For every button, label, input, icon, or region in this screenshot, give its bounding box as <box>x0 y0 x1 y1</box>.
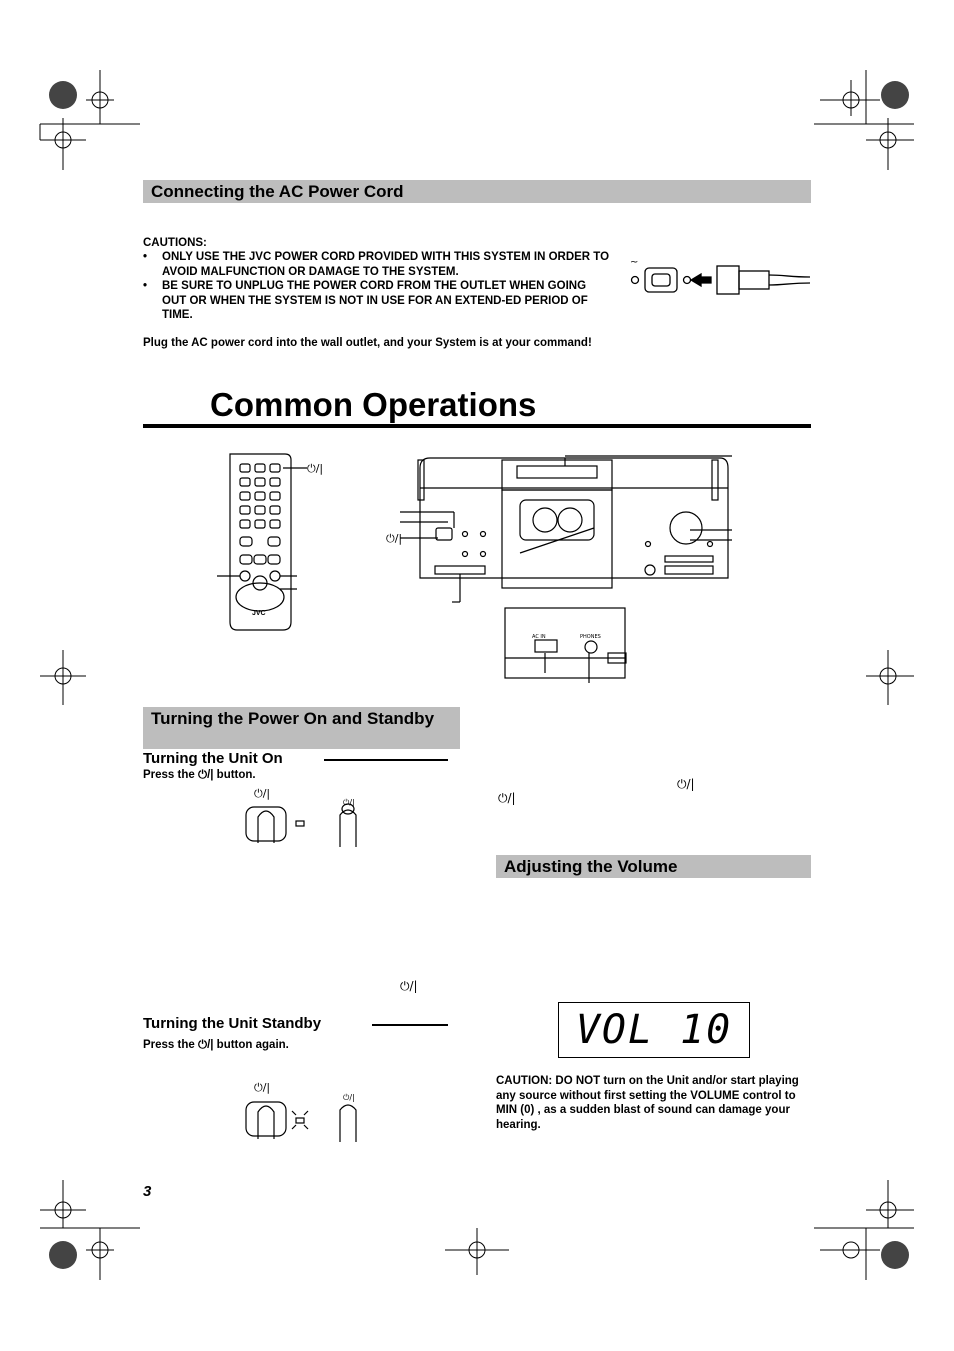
main-unit-illustration <box>380 448 740 688</box>
volume-caution: CAUTION: DO NOT turn on the Unit and/or start playing any source without first setting the VOLUME control to MIN (0) , as a sudden blast of sound can damage your hearing. <box>496 1075 799 1131</box>
ac-cord-heading: Connecting the AC Power Cord <box>143 180 811 203</box>
unit-on-instruction: Press the ⏻/| button. <box>143 769 256 781</box>
svg-text:JVC: JVC <box>252 610 266 617</box>
title-rule <box>143 424 811 428</box>
power-heading: Turning the Power On and Standby <box>143 707 460 749</box>
svg-text:⏻/|: ⏻/| <box>343 1093 355 1102</box>
ac-cord-illustration <box>625 255 815 305</box>
svg-text:⏻/|: ⏻/| <box>386 532 403 545</box>
svg-text:⏻/|: ⏻/| <box>254 1081 271 1094</box>
svg-text:⏻/|: ⏻/| <box>254 787 271 800</box>
finger-press-on-illustration <box>240 785 380 855</box>
cautions-label: CAUTIONS: <box>143 237 207 249</box>
caution-bullet: • ONLY USE THE JVC POWER CORD PROVIDED WITH THIS SYSTEM IN ORDER TO AVOID MALFUNCTION OR DAMAGE TO THE SYSTEM. <box>143 251 610 278</box>
inline-power-symbol: ⏻/| <box>498 791 516 805</box>
inline-power-symbol: ⏻/| <box>677 777 695 791</box>
svg-text:⏻/|: ⏻/| <box>307 462 324 475</box>
caution-bullet: • BE SURE TO UNPLUG THE POWER CORD FROM THE OUTLET WHEN GOING OUT OR WHEN THE SYSTEM IS NOT IN USE FOR AN EXTEND-ED PERIOD OF TIME. <box>143 280 588 321</box>
volume-display: VOL 10 <box>558 1002 750 1058</box>
unit-standby-title: Turning the Unit Standby <box>143 1015 322 1032</box>
unit-standby-rule <box>372 1024 448 1026</box>
svg-text:AC IN: AC IN <box>532 634 546 640</box>
unit-on-title: Turning the Unit On <box>143 750 283 767</box>
unit-standby-instruction: Press the ⏻/| button again. <box>143 1039 289 1051</box>
svg-text:~: ~ <box>630 257 639 268</box>
common-operations-title: Common Operations <box>210 386 537 423</box>
finger-press-standby-illustration <box>240 1075 380 1150</box>
remote-control-illustration <box>215 452 345 632</box>
page-number: 3 <box>143 1183 152 1200</box>
unit-on-rule <box>324 759 448 761</box>
volume-heading: Adjusting the Volume <box>496 855 811 878</box>
svg-text:PHONES: PHONES <box>580 634 601 640</box>
svg-text:⏻/|: ⏻/| <box>343 798 355 807</box>
inline-power-symbol: ⏻/| <box>400 979 418 993</box>
plug-instruction: Plug the AC power cord into the wall outlet, and your System is at your command! <box>143 337 592 349</box>
